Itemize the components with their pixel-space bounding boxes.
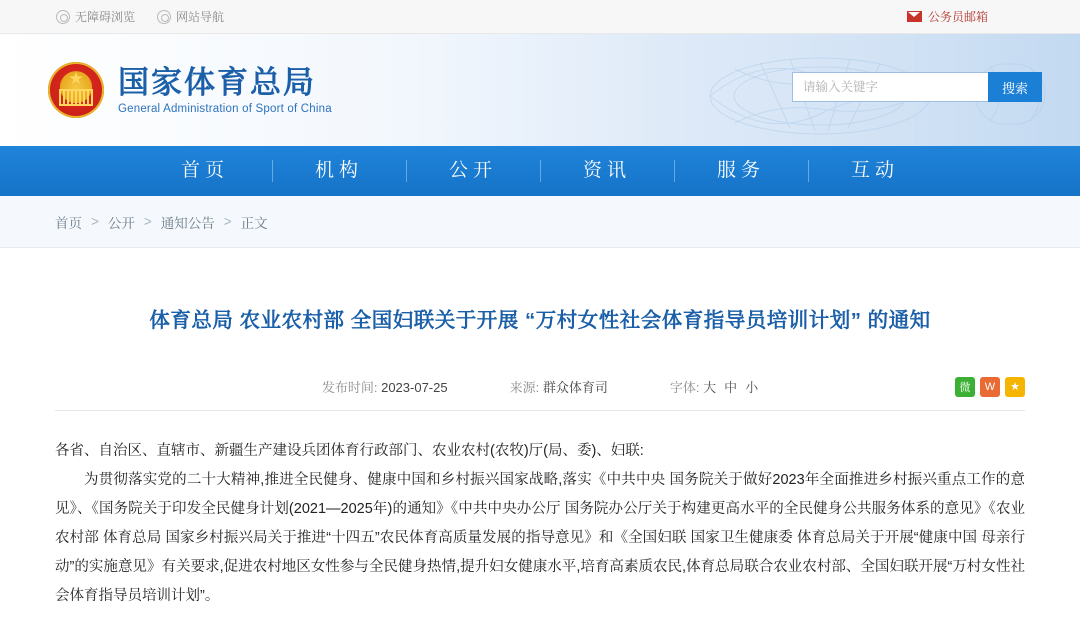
- accessibility-icon: [56, 10, 70, 24]
- favorite-share-icon[interactable]: ★: [1005, 377, 1025, 397]
- nav-item-services[interactable]: 服务: [674, 146, 808, 196]
- nav-item-disclosure[interactable]: 公开: [406, 146, 540, 196]
- civil-servant-mail-link[interactable]: [907, 8, 988, 25]
- nav-item-home[interactable]: 首页: [180, 160, 229, 181]
- site-logo[interactable]: [48, 62, 332, 118]
- font-size-label: 字体:: [669, 379, 700, 395]
- weibo-share-icon[interactable]: W: [980, 377, 1000, 397]
- source-label: 来源:: [509, 379, 540, 395]
- search-button[interactable]: 搜索: [988, 72, 1042, 102]
- top-utility-bar: [0, 0, 1080, 34]
- main-navigation: [0, 146, 1080, 196]
- national-emblem-icon: [48, 62, 104, 118]
- font-size-medium[interactable]: 中: [724, 379, 738, 395]
- source-value: 群众体育司: [542, 379, 608, 395]
- site-nav-label: 网站导航: [176, 10, 225, 24]
- site-header: [0, 34, 1080, 146]
- breadcrumb-item-current: 正文: [240, 215, 268, 231]
- article-body: [55, 437, 1025, 611]
- nav-item-organization[interactable]: 机构: [272, 146, 406, 196]
- article-source: [510, 377, 608, 396]
- breadcrumb-item-notices[interactable]: 通知公告: [160, 215, 215, 231]
- topbar-left-links: [56, 8, 224, 25]
- breadcrumb-separator: >: [91, 214, 99, 229]
- font-size-options: [703, 377, 758, 396]
- article-paragraph: 各省、自治区、直辖市、新疆生产建设兵团体育行政部门、农业农村(农牧)厅(局、委)、妇联:: [55, 442, 644, 459]
- accessibility-link[interactable]: [56, 8, 135, 25]
- article-paragraph: 为贯彻落实党的二十大精神,推进全民健身、健康中国和乡村振兴国家战略,落实《中共中央 国务院关于做好2023年全面推进乡村振兴重点工作的意见》、《国务院关于印发全民健身计划(2021—2025年)的通知》《中共中央办公厅 国务院办公厅关于构建更高水平的全民健身公共服务体系的意见》《农业农村部 体育总局 国家乡村振兴局关于推进“十四五”农民体育高质量发展的指导意见》和《全国妇联 国家卫生健康委 体育总局关于开展“健康中国 母亲行动”的实施意见》有关要求,促进农村地区女性参与全民健身热情,提升妇女健康水平,培育高素质农民,体育总局联合农业农村部、全国妇联开展“万村女性社会体育指导员培训计划”。: [55, 471, 1025, 604]
- breadcrumb-separator: >: [143, 214, 152, 229]
- wechat-share-icon[interactable]: 微: [955, 377, 975, 397]
- breadcrumb-bar: [0, 196, 1080, 248]
- mail-icon: [907, 11, 922, 22]
- font-size-large[interactable]: 大: [703, 379, 717, 395]
- breadcrumb-item-home[interactable]: 首页: [55, 215, 82, 231]
- civil-servant-mail-label: 公务员邮箱: [927, 10, 988, 24]
- breadcrumb: [55, 212, 268, 232]
- page-title: 体育总局 农业农村部 全国妇联关于开展 “万村女性社会体育指导员培训计划” 的通知: [149, 309, 931, 332]
- publish-time-value: 2023-07-25: [381, 379, 448, 395]
- share-icons: [955, 377, 1025, 397]
- font-size-small[interactable]: 小: [745, 379, 759, 395]
- article-meta: [55, 377, 1025, 411]
- search-input[interactable]: [792, 72, 988, 102]
- nav-item-news[interactable]: 资讯: [540, 146, 674, 196]
- accessibility-label: 无障碍浏览: [75, 10, 136, 24]
- publish-time: [322, 377, 448, 396]
- breadcrumb-item-disclosure[interactable]: 公开: [107, 215, 135, 231]
- breadcrumb-separator: >: [223, 214, 232, 229]
- publish-time-label: 发布时间:: [321, 379, 378, 395]
- nav-item-interaction[interactable]: 互动: [808, 146, 942, 196]
- article-container: [0, 306, 1080, 611]
- search-box: [792, 72, 1042, 102]
- site-title: 国家体育总局: [118, 64, 316, 100]
- site-nav-link[interactable]: [157, 8, 224, 25]
- site-subtitle: General Administration of Sport of China: [118, 103, 332, 116]
- compass-icon: [157, 10, 171, 24]
- site-title-block: [118, 65, 332, 116]
- font-size-control: [670, 377, 758, 396]
